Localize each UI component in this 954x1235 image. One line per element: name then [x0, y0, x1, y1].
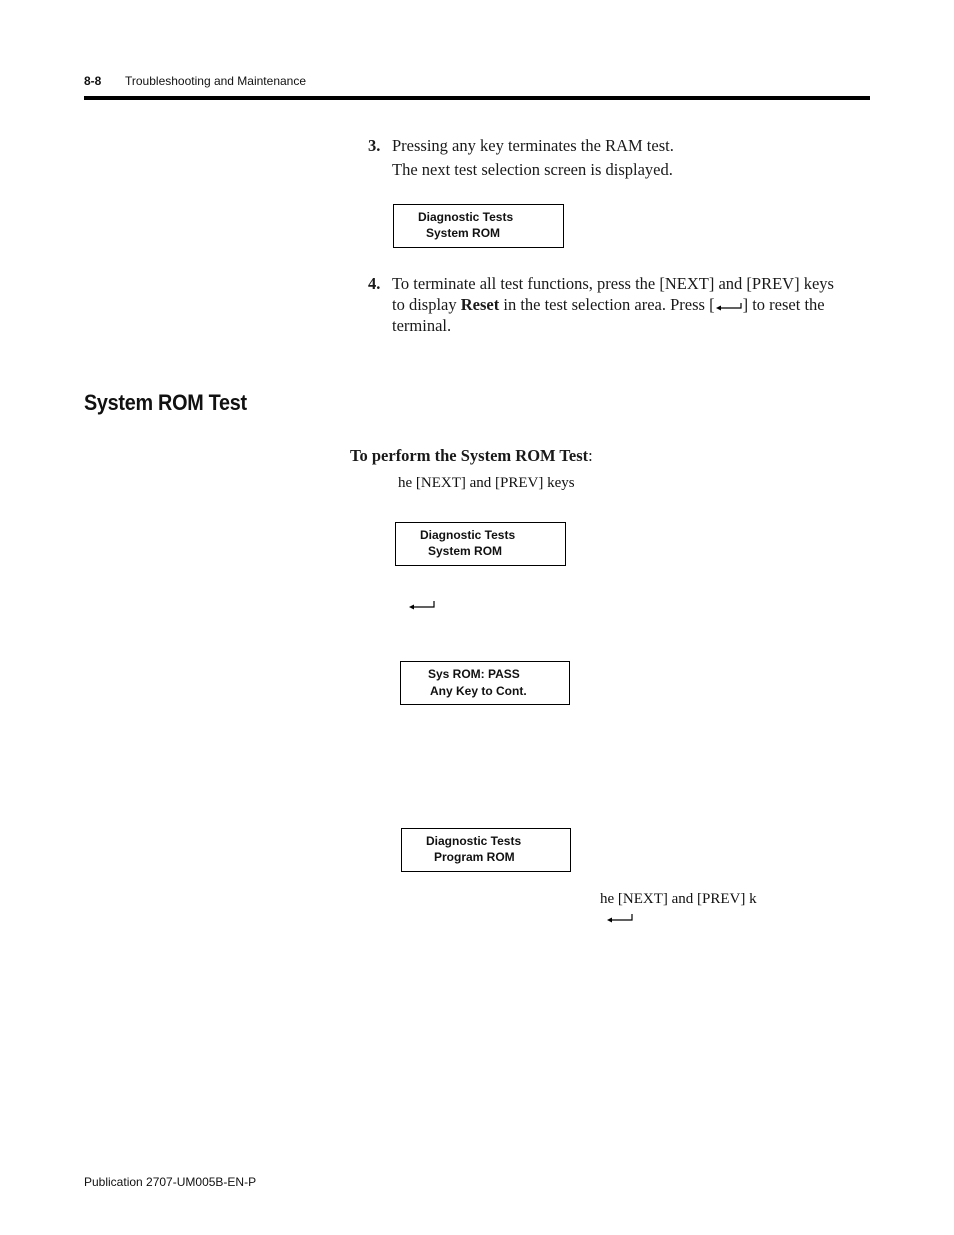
- step-3-line-1: Pressing any key terminates the RAM test.: [392, 136, 674, 155]
- lcd-line-1: Diagnostic Tests: [418, 210, 514, 224]
- header-rule: [84, 96, 870, 100]
- chapter-title: Troubleshooting and Maintenance: [125, 74, 307, 88]
- procedure-intro-colon: :: [588, 446, 593, 465]
- step-3-number: 3.: [368, 136, 381, 155]
- reset-label: Reset: [460, 295, 500, 314]
- enter-key-icon: [715, 296, 743, 317]
- procedure-intro: [350, 445, 593, 466]
- procedure-fragment-2: he [NEXT] and [PREV] k: [600, 891, 757, 907]
- lcd-screen-diagnostic-program-rom: [401, 828, 571, 872]
- lcd-line-2: Any Key to Cont.: [430, 684, 527, 698]
- lcd-line-2: Program ROM: [434, 850, 515, 864]
- step-4-line-1: To terminate all test functions, press the [NEXT] and [PREV] keys: [392, 274, 834, 293]
- step-4-text: ] to reset the: [742, 295, 825, 314]
- lcd-line-1: Diagnostic Tests: [420, 528, 516, 542]
- lcd-screen-sys-rom-pass: [400, 661, 570, 705]
- lcd-screen-diagnostic-system-rom: [393, 204, 564, 248]
- lcd-line-2: System ROM: [426, 226, 501, 240]
- lcd-line-1: Diagnostic Tests: [426, 834, 522, 848]
- enter-key-icon: [606, 912, 634, 930]
- step-3-line-2: The next test selection screen is displayed.: [392, 160, 673, 179]
- section-title: System ROM Test: [84, 390, 247, 415]
- step-4-text: to display: [392, 295, 461, 314]
- page-number: 8-8: [84, 74, 102, 88]
- step-4-line-2: [392, 294, 825, 317]
- lcd-screen-diagnostic-system-rom-2: [395, 522, 566, 566]
- step-4-line-3: terminal.: [392, 316, 452, 335]
- lcd-line-1: Sys ROM: PASS: [428, 667, 520, 681]
- procedure-fragment-1: he [NEXT] and [PREV] keys: [398, 475, 575, 491]
- step-4-text: in the test selection area. Press [: [499, 295, 715, 314]
- enter-key-icon: [408, 599, 436, 617]
- lcd-line-2: System ROM: [428, 544, 503, 558]
- step-4-number: 4.: [368, 274, 381, 293]
- procedure-intro-bold: To perform the System ROM Test: [350, 446, 589, 465]
- footer-publication: Publication 2707-UM005B-EN-P: [84, 1175, 257, 1189]
